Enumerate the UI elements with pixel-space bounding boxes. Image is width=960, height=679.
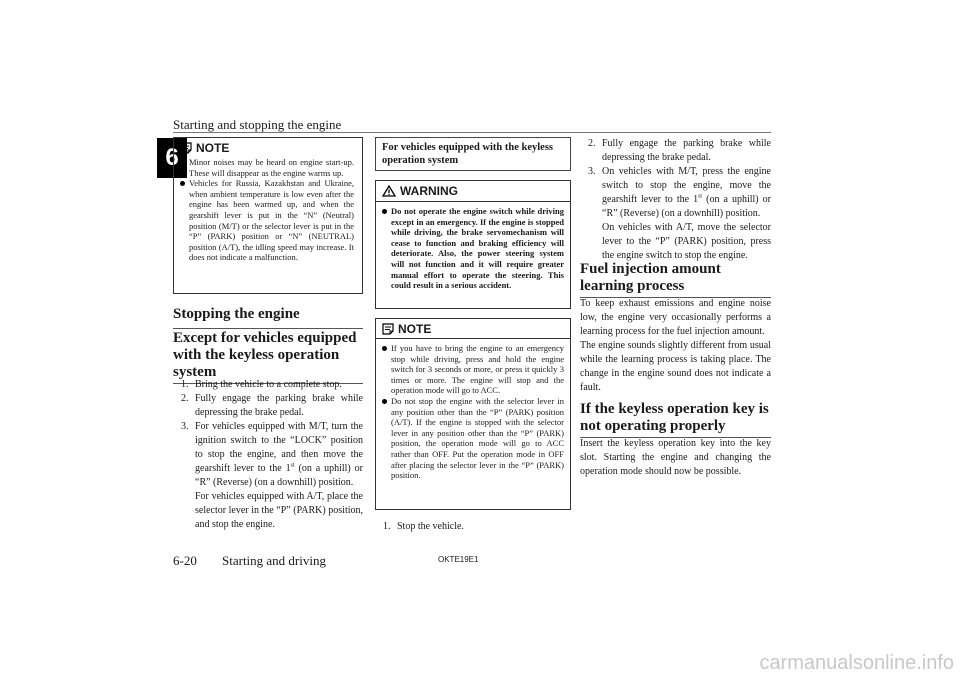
document-code: OKTE19E1 [438,555,479,564]
list-item: 2. Fully engage the parking brake while depressing the brake pedal. [181,393,363,418]
list-item: 3. On vehicles with M/T, press the engine switch to stop the engine, move the gearshift lever to the 1st (on a uphill) or “R” (Reverse) (on a downhill) position. On vehicles with A/T, move the selector lever to the “P” (PARK) position, press the engine switch to stop the engine. [588,166,771,261]
header-rule [173,132,771,133]
note-bullet: Vehicles for Russia, Kazakhstan and Ukraine, when ambient temperature is low even after the engine has been warmed up, and when the gearshift lever is put in the “N” (Neutral) position (M/T) or the selector lever is put in the “P” (PARK) position or “N” (NEUTRAL) position (A/T), the idling speed may increase. It does not indicate a malfunction. [180,178,354,263]
warning-triangle-icon [382,185,396,197]
paragraph: Insert the keyless operation key into the key slot. Starting the engine and changing the operation mode should now be possible. [580,438,771,477]
steps-list-left [181,378,363,532]
paragraph: The engine sounds slightly different from usual while the learning process is taking place. The change in the engine sound does not indicate a fault. [580,340,771,393]
heading-keyless-system: For vehicles equipped with the keyless operation system [382,142,554,166]
warning-box [375,180,571,309]
keyless-heading-box [375,137,571,171]
note-header [180,141,354,155]
footer-section: Starting and driving [222,553,326,568]
list-item: 2. Fully engage the parking brake while depressing the brake pedal. [588,138,771,163]
note-icon [180,142,192,154]
list-item: 1. Stop the vehicle. [383,521,464,532]
list-item: 3. For vehicles equipped with M/T, turn the ignition switch to the “LOCK” position to stop the engine, and then move the gearshift lever to the 1st (on a uphill) or “R” (Reverse) (on a downhill) position. For vehicles equipped with A/T, place the selector lever in the “P” (PARK) position, and stop the engine. [181,421,363,530]
page-number: 6-20 [173,553,197,568]
note-label: NOTE [398,322,432,336]
steps-list-middle [383,520,571,534]
heading-keyless-key: If the keyless operation key is not operating properly [580,401,769,434]
note-bullet: Minor noises may be heard on engine start-up. These will disappear as the engine warms up. [180,157,354,178]
steps-list-right [588,137,771,263]
heading-except-keyless: Except for vehicles equipped with the keyless operation system [173,330,357,380]
chapter-tab: 6 [157,138,187,178]
note-bullet: Do not stop the engine with the selector lever in any position other than the “P” (PARK) position (A/T). If the engine is stopped with the selector lever in any position other than the “P” (PARK) position, the operation mode will go to ACC rather than OFF. Put the operation mode in OFF after placing the selector lever in the “P” (PARK) position. [382,396,564,481]
note-bullet: If you have to bring the engine to an emergency stop while driving, press and hold the engine switch for 3 seconds or more, or press it quickly 3 times or more. The engine will stop and the operation mode will go to ACC. [382,343,564,396]
watermark: carmanualsonline.info [759,652,954,674]
warning-label: WARNING [400,184,458,198]
list-item: 1. Bring the vehicle to a complete stop. [181,379,342,390]
note-box-left [173,137,363,294]
note-header [382,322,564,336]
heading-rule [173,328,363,329]
heading-stopping-engine: Stopping the engine [173,306,300,322]
note-label: NOTE [196,141,230,155]
page-section-title: Starting and stopping the engine [173,117,342,132]
warning-header [382,184,564,198]
note-box-middle [375,318,571,510]
heading-fuel-injection: Fuel injection amount learning process [580,261,721,294]
paragraph: To keep exhaust emissions and engine noise low, the engine very occasionally performs a learning process for the fuel injection amount. [580,298,771,337]
warning-bullet: Do not operate the engine switch while driving except in an emergency. If the engine is stopped while driving, the brake servomechanism will cease to function and braking efficiency will deteriorate. Also, the power steering system will not function and it will require greater manual effort to operate the steering. This could result in a serious accident. [382,206,564,291]
note-icon [382,323,394,335]
